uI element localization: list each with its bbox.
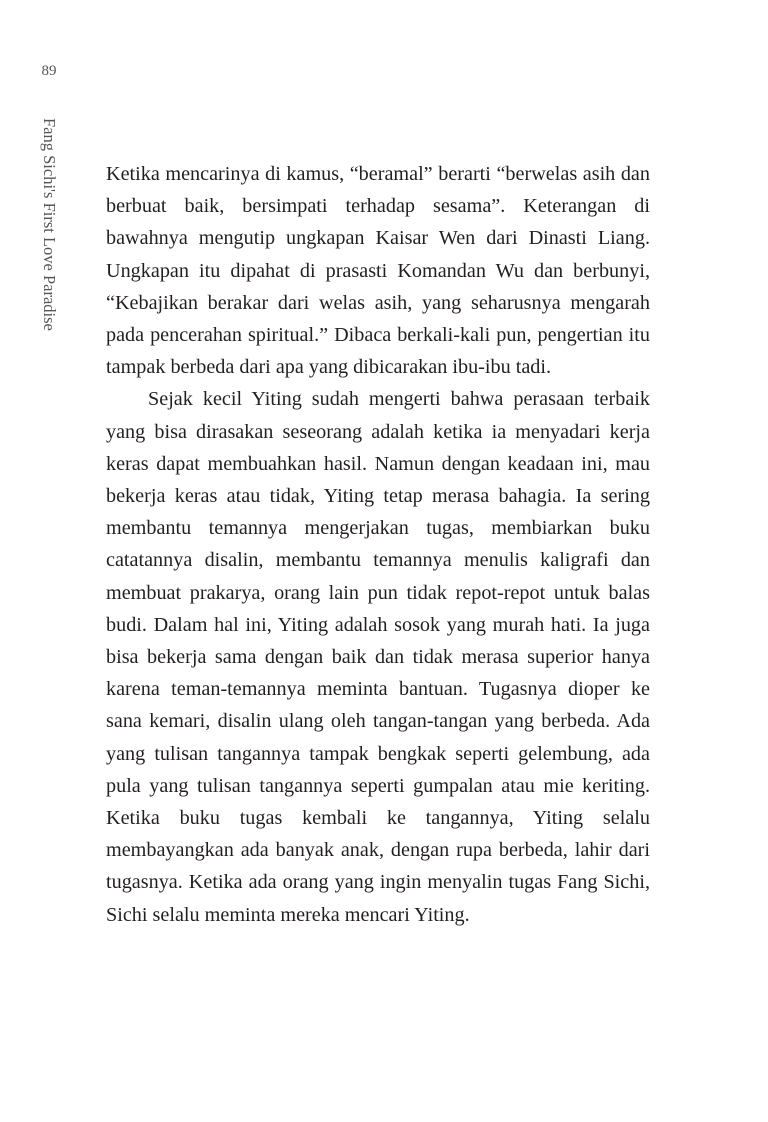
paragraph-1: Ketika mencarinya di kamus, “beramal” berarti “berwelas asih dan berbuat baik, bersimpati terhadap sesama”. Keterangan di bawahnya mengutip ungkapan Kaisar Wen dari Dinasti Liang. Ungkapan itu dipahat di prasasti Komandan Wu dan berbunyi, “Kebajikan berakar dari welas asih, yang seharusnya mengarah pada pencerahan spiritual.” Dibaca berkali-kali pun, pengertian itu tampak berbeda dari apa yang dibicarakan ibu-ibu tadi. [106,163,650,379]
running-title: Fang Sichi's First Love Paradise [40,118,59,331]
page-number: 89 [41,63,57,79]
body-text [106,158,650,931]
paragraph-2: Sejak kecil Yiting sudah mengerti bahwa perasaan terbaik yang bisa dirasakan seseorang adalah ketika ia menyadari kerja keras dapat membuahkan hasil. Namun dengan keadaan ini, mau bekerja keras atau tidak, Yiting tetap merasa bahagia. Ia sering membantu temannya mengerjakan tugas, membiarkan buku catatannya disalin, membantu temannya menulis kaligrafi dan membuat prakarya, orang lain pun tidak repot-repot untuk balas budi. Dalam hal ini, Yiting adalah sosok yang murah hati. Ia juga bisa bekerja sama dengan baik dan tidak merasa superior hanya karena teman-temannya meminta bantuan. Tugasnya dioper ke sana kemari, disalin ulang oleh tangan-tangan yang berbeda. Ada yang tulisan tangannya tampak bengkak seperti gelembung, ada pula yang tulisan tangannya seperti gumpalan atau mie keriting. Ketika buku tugas kembali ke tangannya, Yiting selalu membayangkan ada banyak anak, dengan rupa berbeda, lahir dari tugasnya. Ketika ada orang yang ingin menyalin tugas Fang Sichi, Sichi selalu meminta mereka mencari Yiting. [106,388,650,926]
